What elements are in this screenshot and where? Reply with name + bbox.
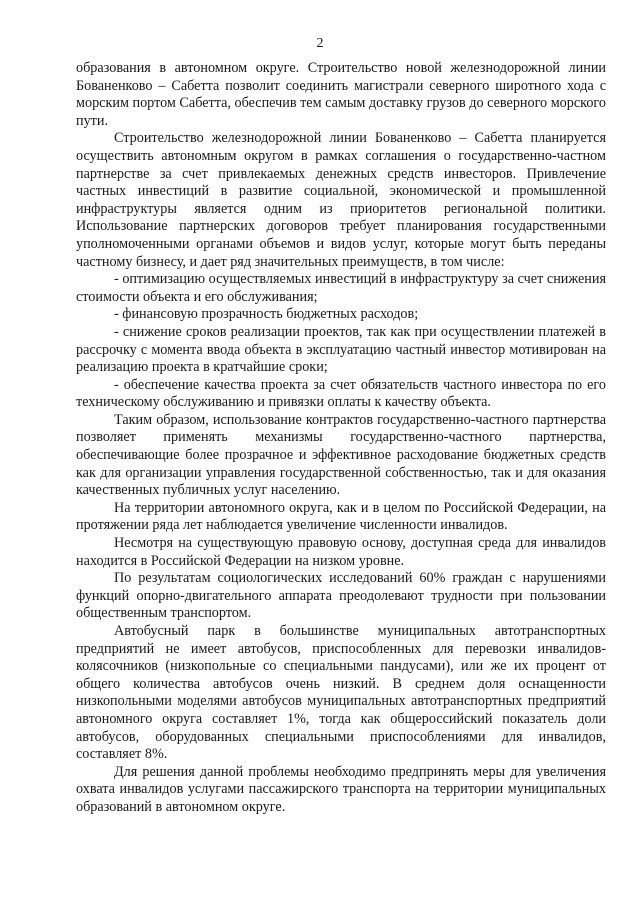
paragraph-disabled-growth: На территории автономного округа, как и в целом по Российской Федерации, на протяжении ряда лет наблюдается увеличение численности инвалидов. <box>76 499 606 534</box>
paragraph-ppp-construction: Строительство железнодорожной линии Бованенково – Сабетта планируется осуществить автономным округом в рамках соглашения о государственно-частном партнерстве за счет привлекаемых денежных средств инвесторов. Привлечение частных инвестиций в развитие социальной, экономической и промышленной инфраструктуры является одним из приоритетов региональной политики. Использование партнерских договоров требует планирования государственными уполномоченными органами объемов и видов услуг, которые могут быть переданы частному бизнесу, и дает ряд значительных преимуществ, в том числе: <box>76 130 606 270</box>
list-item-project-terms: - снижение сроков реализации проектов, так как при осуществлении платежей в рассрочку с момента ввода объекта в эксплуатацию частный инвестор мотивирован на реализацию проекта в кратчайшие сроки; <box>76 323 606 376</box>
list-item-investment-optimization: - оптимизацию осуществляемых инвестиций в инфраструктуру за счет снижения стоимости объекта и его обслуживания; <box>76 271 606 305</box>
paragraph-sociological-research: По результатам социологических исследований 60% граждан с нарушениями функций опорно-двигательного аппарата преодолевают трудности при пользовании общественным транспортом. <box>76 570 606 622</box>
list-item-project-quality: - обеспечение качества проекта за счет обязательств частного инвестора по его техническому обслуживанию и привязки оплаты к качеству объекта. <box>76 376 606 411</box>
document-body <box>76 60 606 817</box>
paragraph-ppp-conclusion: Таким образом, использование контрактов государственно-частного партнерства позволяет применять механизмы государственно-частного партнерства, обеспечивающие более прозрачное и эффективное расходование бюджетных средств как для организации управления государственной собственностью, так и для оказания качественных публичных услуг населению. <box>76 411 606 499</box>
page-number: 2 <box>316 36 324 51</box>
paragraph-accessible-environment: Несмотря на существующую правовую основу, доступная среда для инвалидов находится в Российской Федерации на низком уровне. <box>76 535 606 569</box>
paragraph-railway-continuation: образования в автономном округе. Строительство новой железнодорожной линии Бованенково – Сабетта позволит соединить магистрали северного широтного хода с морским портом Сабетта, обеспечив тем самым доставку грузов до северного морского пути. <box>76 60 606 129</box>
list-item-budget-transparency: - финансовую прозрачность бюджетных расходов; <box>114 306 419 323</box>
paragraph-bus-fleet: Автобусный парк в большинстве муниципальных автотранспортных предприятий не имеет автобусов, приспособленных для перевозки инвалидов-колясочников (низкопольные со специальными пандусами), или же их процент от общего количества автобусов очень низкий. В среднем доля оснащенности низкопольными моделями автобусов муниципальных автотранспортных предприятий автономного округа составляет 1%, тогда как общероссийский показатель доли автобусов, оборудованных специальными приспособлениями для инвалидов, составляет 8%. <box>76 623 606 763</box>
paragraph-measures: Для решения данной проблемы необходимо предпринять меры для увеличения охвата инвалидов услугами пассажирского транспорта на территории муниципальных образований в автономном округе. <box>76 763 606 815</box>
